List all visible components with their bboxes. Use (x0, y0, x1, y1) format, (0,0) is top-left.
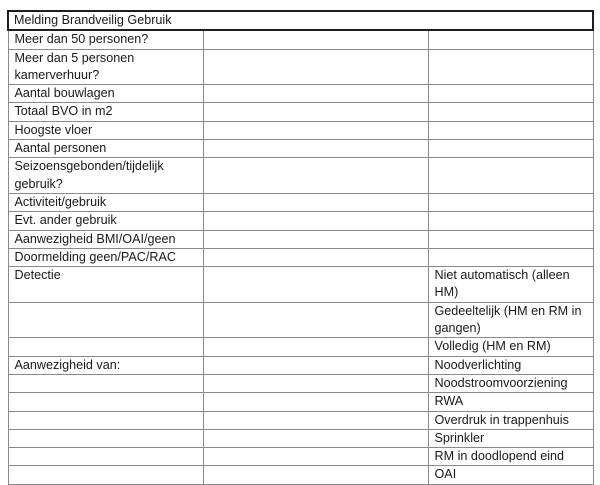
row-label: Aantal personen (8, 140, 203, 158)
row-value-field[interactable] (203, 49, 428, 85)
row-value-field[interactable] (203, 429, 428, 447)
form-row (8, 158, 593, 194)
form-row (8, 140, 593, 158)
row-label (8, 448, 203, 466)
row-value-field[interactable] (203, 121, 428, 139)
row-value-field[interactable] (203, 302, 428, 338)
row-option (428, 158, 593, 194)
form-row (8, 267, 593, 303)
row-value-field[interactable] (203, 393, 428, 411)
row-label: Totaal BVO in m2 (8, 103, 203, 121)
row-option: RM in doodlopend eind (428, 448, 593, 466)
row-value-field[interactable] (203, 248, 428, 266)
row-value-field[interactable] (203, 466, 428, 484)
melding-brandveilig-gebruik-form (7, 10, 594, 485)
row-label (8, 338, 203, 356)
row-label: Meer dan 5 personen kamerverhuur? (8, 49, 203, 85)
form-row (8, 248, 593, 266)
row-label: Meer dan 50 personen? (8, 30, 203, 49)
row-value-field[interactable] (203, 448, 428, 466)
row-option (428, 85, 593, 103)
form-row (8, 212, 593, 230)
row-option (428, 248, 593, 266)
row-value-field[interactable] (203, 230, 428, 248)
form-row (8, 448, 593, 466)
row-label (8, 466, 203, 484)
row-value-field[interactable] (203, 212, 428, 230)
row-option: Sprinkler (428, 429, 593, 447)
row-label (8, 374, 203, 392)
form-row (8, 393, 593, 411)
row-label: Aanwezigheid van: (8, 356, 203, 374)
form-row (8, 103, 593, 121)
row-label (8, 302, 203, 338)
form-row (8, 429, 593, 447)
row-option (428, 30, 593, 49)
form-row (8, 338, 593, 356)
form-row (8, 302, 593, 338)
row-option: OAI (428, 466, 593, 484)
row-value-field[interactable] (203, 267, 428, 303)
row-label: Aanwezigheid BMI/OAI/geen (8, 230, 203, 248)
form-title: Melding Brandveilig Gebruik (8, 11, 593, 30)
row-value-field[interactable] (203, 158, 428, 194)
row-option (428, 49, 593, 85)
row-label: Detectie (8, 267, 203, 303)
form-row (8, 85, 593, 103)
row-label (8, 429, 203, 447)
row-option: Volledig (HM en RM) (428, 338, 593, 356)
row-value-field[interactable] (203, 103, 428, 121)
row-value-field[interactable] (203, 30, 428, 49)
row-option (428, 230, 593, 248)
row-value-field[interactable] (203, 140, 428, 158)
row-option (428, 193, 593, 211)
row-option: Niet automatisch (alleen HM) (428, 267, 593, 303)
row-value-field[interactable] (203, 193, 428, 211)
row-value-field[interactable] (203, 411, 428, 429)
form-row (8, 356, 593, 374)
row-option (428, 140, 593, 158)
form-row (8, 121, 593, 139)
row-label: Activiteit/gebruik (8, 193, 203, 211)
row-value-field[interactable] (203, 356, 428, 374)
row-option: Overdruk in trappenhuis (428, 411, 593, 429)
row-option: Noodstroomvoorziening (428, 374, 593, 392)
row-label: Doormelding geen/PAC/RAC (8, 248, 203, 266)
row-label: Seizoensgebonden/tijdelijk gebruik? (8, 158, 203, 194)
row-value-field[interactable] (203, 85, 428, 103)
row-value-field[interactable] (203, 374, 428, 392)
row-option: RWA (428, 393, 593, 411)
row-label: Evt. ander gebruik (8, 212, 203, 230)
form-row (8, 411, 593, 429)
form-body (8, 11, 593, 484)
form-row (8, 466, 593, 484)
row-label: Aantal bouwlagen (8, 85, 203, 103)
row-label: Hoogste vloer (8, 121, 203, 139)
row-option: Gedeeltelijk (HM en RM in gangen) (428, 302, 593, 338)
form-row (8, 193, 593, 211)
form-row (8, 30, 593, 49)
row-option (428, 103, 593, 121)
form-row (8, 374, 593, 392)
form-row (8, 49, 593, 85)
row-option (428, 212, 593, 230)
form-row (8, 230, 593, 248)
row-option (428, 121, 593, 139)
row-value-field[interactable] (203, 338, 428, 356)
form-title-row (8, 11, 593, 30)
row-option: Noodverlichting (428, 356, 593, 374)
row-label (8, 393, 203, 411)
row-label (8, 411, 203, 429)
